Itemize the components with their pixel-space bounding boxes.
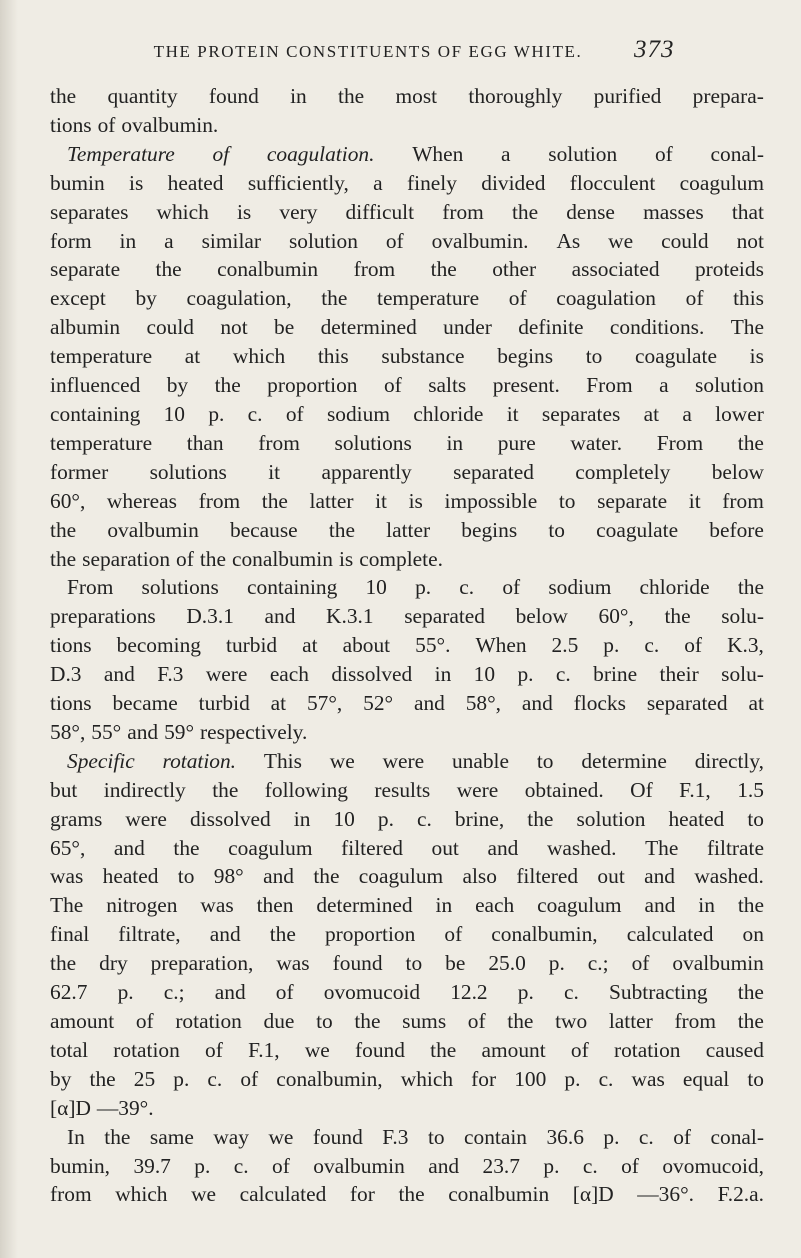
text-line: total rotation of F.1, we found the amount of rotation caused: [50, 1037, 764, 1062]
text-line: the dry preparation, was found to be 25.0 p. c.; of ovalbumin: [50, 951, 764, 976]
text-line: former solutions it apparently separated completely below: [50, 459, 764, 484]
text-line: tions of ovalbumin.: [50, 112, 219, 137]
text-line: bumin, 39.7 p. c. of ovalbumin and 23.7 p. c. of ovomucoid,: [50, 1153, 764, 1178]
text-line: 58°, 55° and 59° respectively.: [50, 719, 308, 744]
text-line: from which we calculated for the conalbumin [α]D —36°. F.2.a.: [50, 1182, 764, 1207]
body-text: [50, 82, 764, 1209]
text-line: grams were dissolved in 10 p. c. brine, the solution heated to: [50, 806, 764, 831]
text-line: From solutions containing 10 p. c. of sodium chloride the: [67, 575, 764, 600]
text-line: except by coagulation, the temperature of coagulation of this: [50, 286, 764, 311]
text-line: amount of rotation due to the sums of the two latter from the: [50, 1009, 764, 1033]
text-line: the separation of the conalbumin is complete.: [50, 546, 443, 571]
text-line: form in a similar solution of ovalbumin. As we could not: [50, 228, 764, 253]
text-line: preparations D.3.1 and K.3.1 separated below 60°, the solu-: [50, 604, 764, 629]
text-line: containing 10 p. c. of sodium chloride it separates at a lower: [50, 401, 764, 426]
text-line: tions became turbid at 57°, 52° and 58°, and flocks separated at: [50, 691, 764, 716]
text-line: Temperature of coagulation. When a solution of conal-: [67, 141, 764, 166]
text-line: separates which is very difficult from the dense masses that: [50, 199, 764, 224]
text-line: In the same way we found F.3 to contain 36.6 p. c. of conal-: [67, 1124, 764, 1149]
text-line: temperature at which this substance begins to coagulate is: [50, 344, 764, 369]
text-line: influenced by the proportion of salts present. From a solution: [50, 373, 764, 398]
text-line: D.3 and F.3 were each dissolved in 10 p. c. brine their solu-: [50, 662, 764, 687]
text-line: by the 25 p. c. of conalbumin, which for 100 p. c. was equal to: [50, 1066, 764, 1091]
text-line: albumin could not be determined under definite conditions. The: [50, 315, 764, 340]
text-line: the ovalbumin because the latter begins to coagulate before: [50, 517, 764, 542]
text-line: the quantity found in the most thoroughly purified prepara-: [50, 84, 764, 108]
text-line: bumin is heated sufficiently, a finely divided flocculent coagulum: [50, 170, 764, 195]
text-line: was heated to 98° and the coagulum also filtered out and washed.: [50, 864, 764, 889]
text-line: separate the conalbumin from the other associated proteids: [50, 257, 764, 282]
text-line: 65°, and the coagulum filtered out and washed. The filtrate: [50, 835, 764, 860]
text-line: temperature than from solutions in pure water. From the: [50, 430, 764, 455]
text-line: 62.7 p. c.; and of ovomucoid 12.2 p. c. Subtracting the: [50, 980, 764, 1005]
text-line: final filtrate, and the proportion of conalbumin, calculated on: [50, 922, 764, 947]
page-number: 373: [634, 36, 675, 63]
text-line: The nitrogen was then determined in each coagulum and in the: [50, 893, 764, 918]
text-line: Specific rotation. This we were unable to determine directly,: [67, 748, 764, 773]
text-line: [α]D —39°.: [50, 1095, 154, 1120]
running-header: THE PROTEIN CONSTITUENTS OF EGG WHITE.: [153, 42, 583, 61]
text-line: tions becoming turbid at about 55°. When 2.5 p. c. of K.3,: [50, 633, 764, 658]
text-line: but indirectly the following results were obtained. Of F.1, 1.5: [50, 777, 764, 802]
text-line: 60°, whereas from the latter it is impossible to separate it from: [50, 488, 764, 513]
